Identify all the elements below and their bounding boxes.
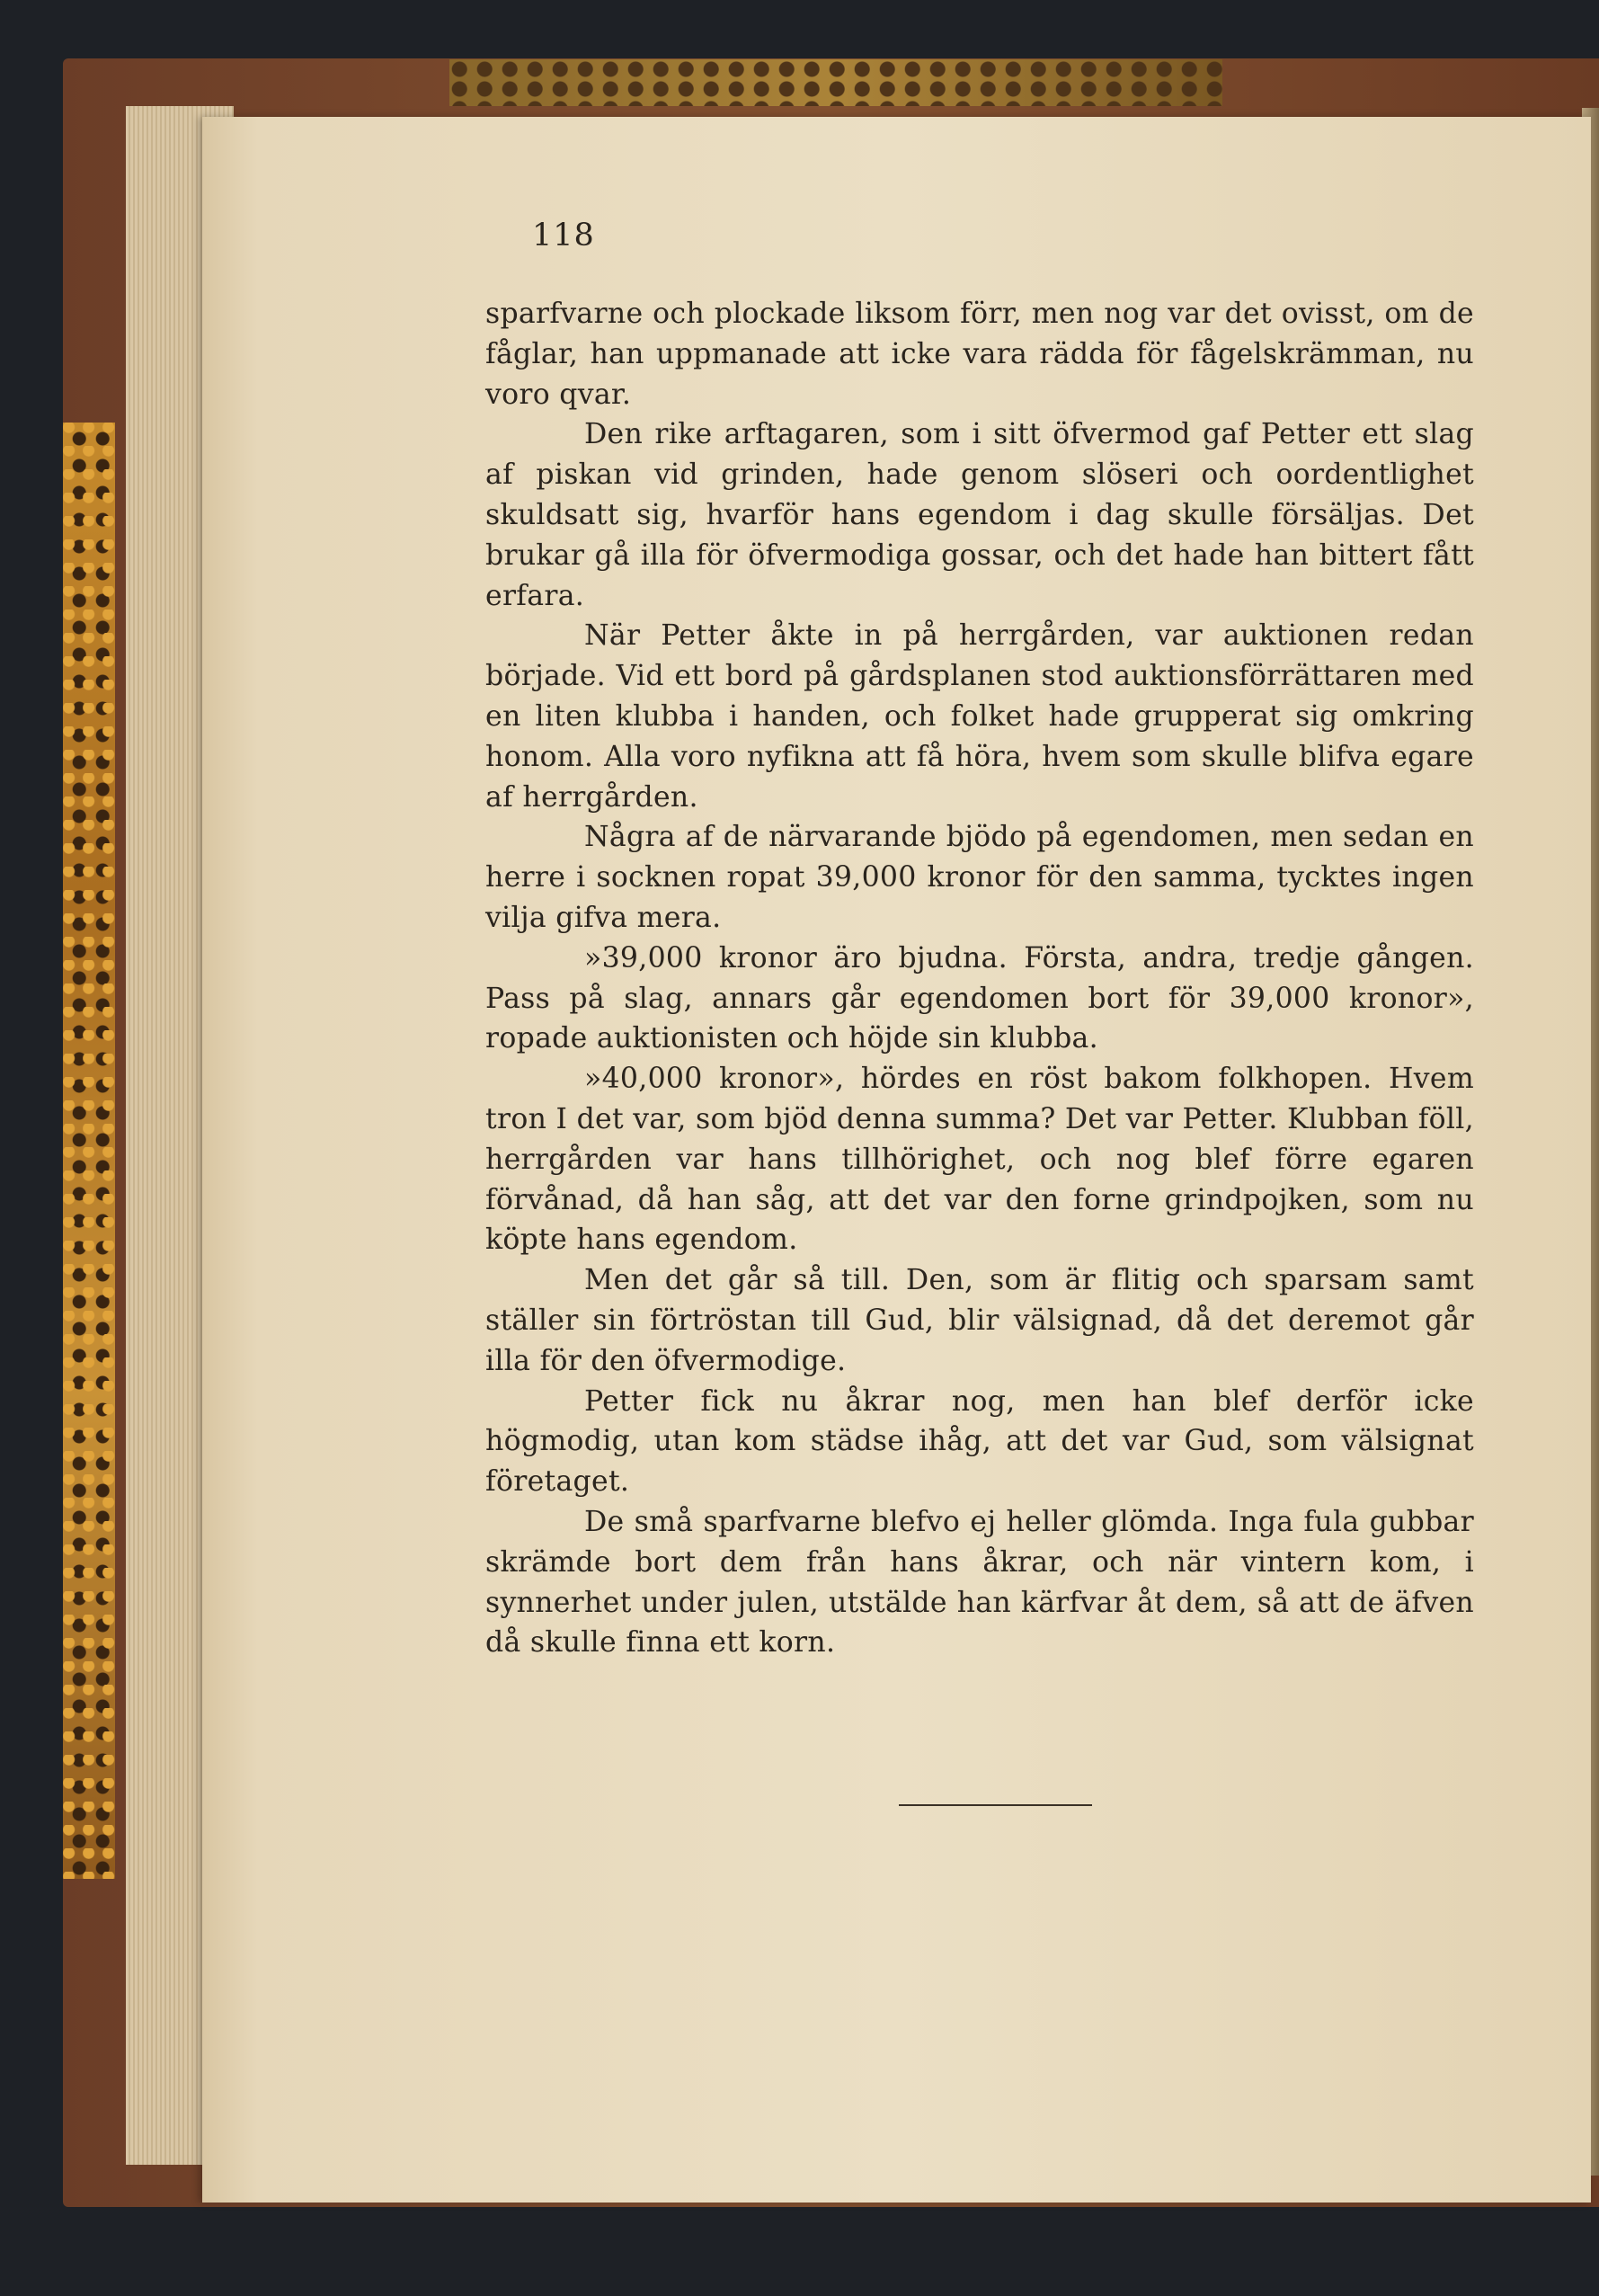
page-number: 118 xyxy=(532,218,595,254)
marbled-edge-top xyxy=(449,59,1222,106)
paragraph: Petter fick nu åkrar nog, men han blef derför icke högmodig, utan kom städse ihåg, att det var Gud, som välsignat företaget. xyxy=(485,1384,1474,1499)
paragraph: Några af de närvarande bjödo på egendomen, men sedan en herre i socknen ropat 39,000 kronor för den samma, tycktes ingen vilja gifva mera. xyxy=(485,821,1474,934)
paragraph: »40,000 kronor», hördes en röst bakom folkhopen. Hvem tron I det var, som bjöd denna summa? Det var Petter. Klubban föll, herrgården var hans tillhörighet, och nog blef förre egaren förvånad, då han såg, att det var den forne grindpojken, som nu köpte hans egendom. xyxy=(485,1063,1474,1257)
paragraph: De små sparfvarne blefvo ej heller glömda. Inga fula gubbar skrämde bort dem från hans åkrar, och när vintern kom, i synnerhet under julen, utstälde han kärfvar åt dem, så att de äfven då skulle finna ett korn. xyxy=(485,1505,1474,1660)
paragraph: Den rike arftagaren, som i sitt öfvermod gaf Petter ett slag af piskan vid grinden, hade genom slöseri och oordentlighet skuldsatt sig, hvarför hans egendom i dag skulle försäljas. Det brukar gå illa för öfvermodiga gossar, och det hade han bittert fått erfara. xyxy=(485,418,1474,612)
paragraph: När Petter åkte in på herrgården, var auktionen redan började. Vid ett bord på gårdsplanen stod auktionsförrättaren med en liten klubba i handen, och folket hade grupperat sig omkring honom. Alla voro nyfikna att få höra, hvem som skulle blifva egare af herrgården. xyxy=(485,619,1474,814)
paragraph: Men det går så till. Den, som är flitig och sparsam samt ställer sin förtröstan till Gud, blir välsignad, då det deremot går illa för den öfvermodige. xyxy=(485,1264,1474,1377)
marbled-edge-side xyxy=(63,423,115,1879)
paragraph: sparfvarne och plockade liksom förr, men nog var det ovisst, om de fåglar, han uppmanade att icke vara rädda för fågelskrämman, nu voro qvar. xyxy=(485,298,1474,411)
body-text xyxy=(485,294,1474,1663)
end-rule xyxy=(899,1804,1092,1806)
paragraph: »39,000 kronor äro bjudna. Första, andra, tredje gången. Pass på slag, annars går egendomen bort för 39,000 kronor», ropade auktionisten och höjde sin klubba. xyxy=(485,941,1474,1055)
